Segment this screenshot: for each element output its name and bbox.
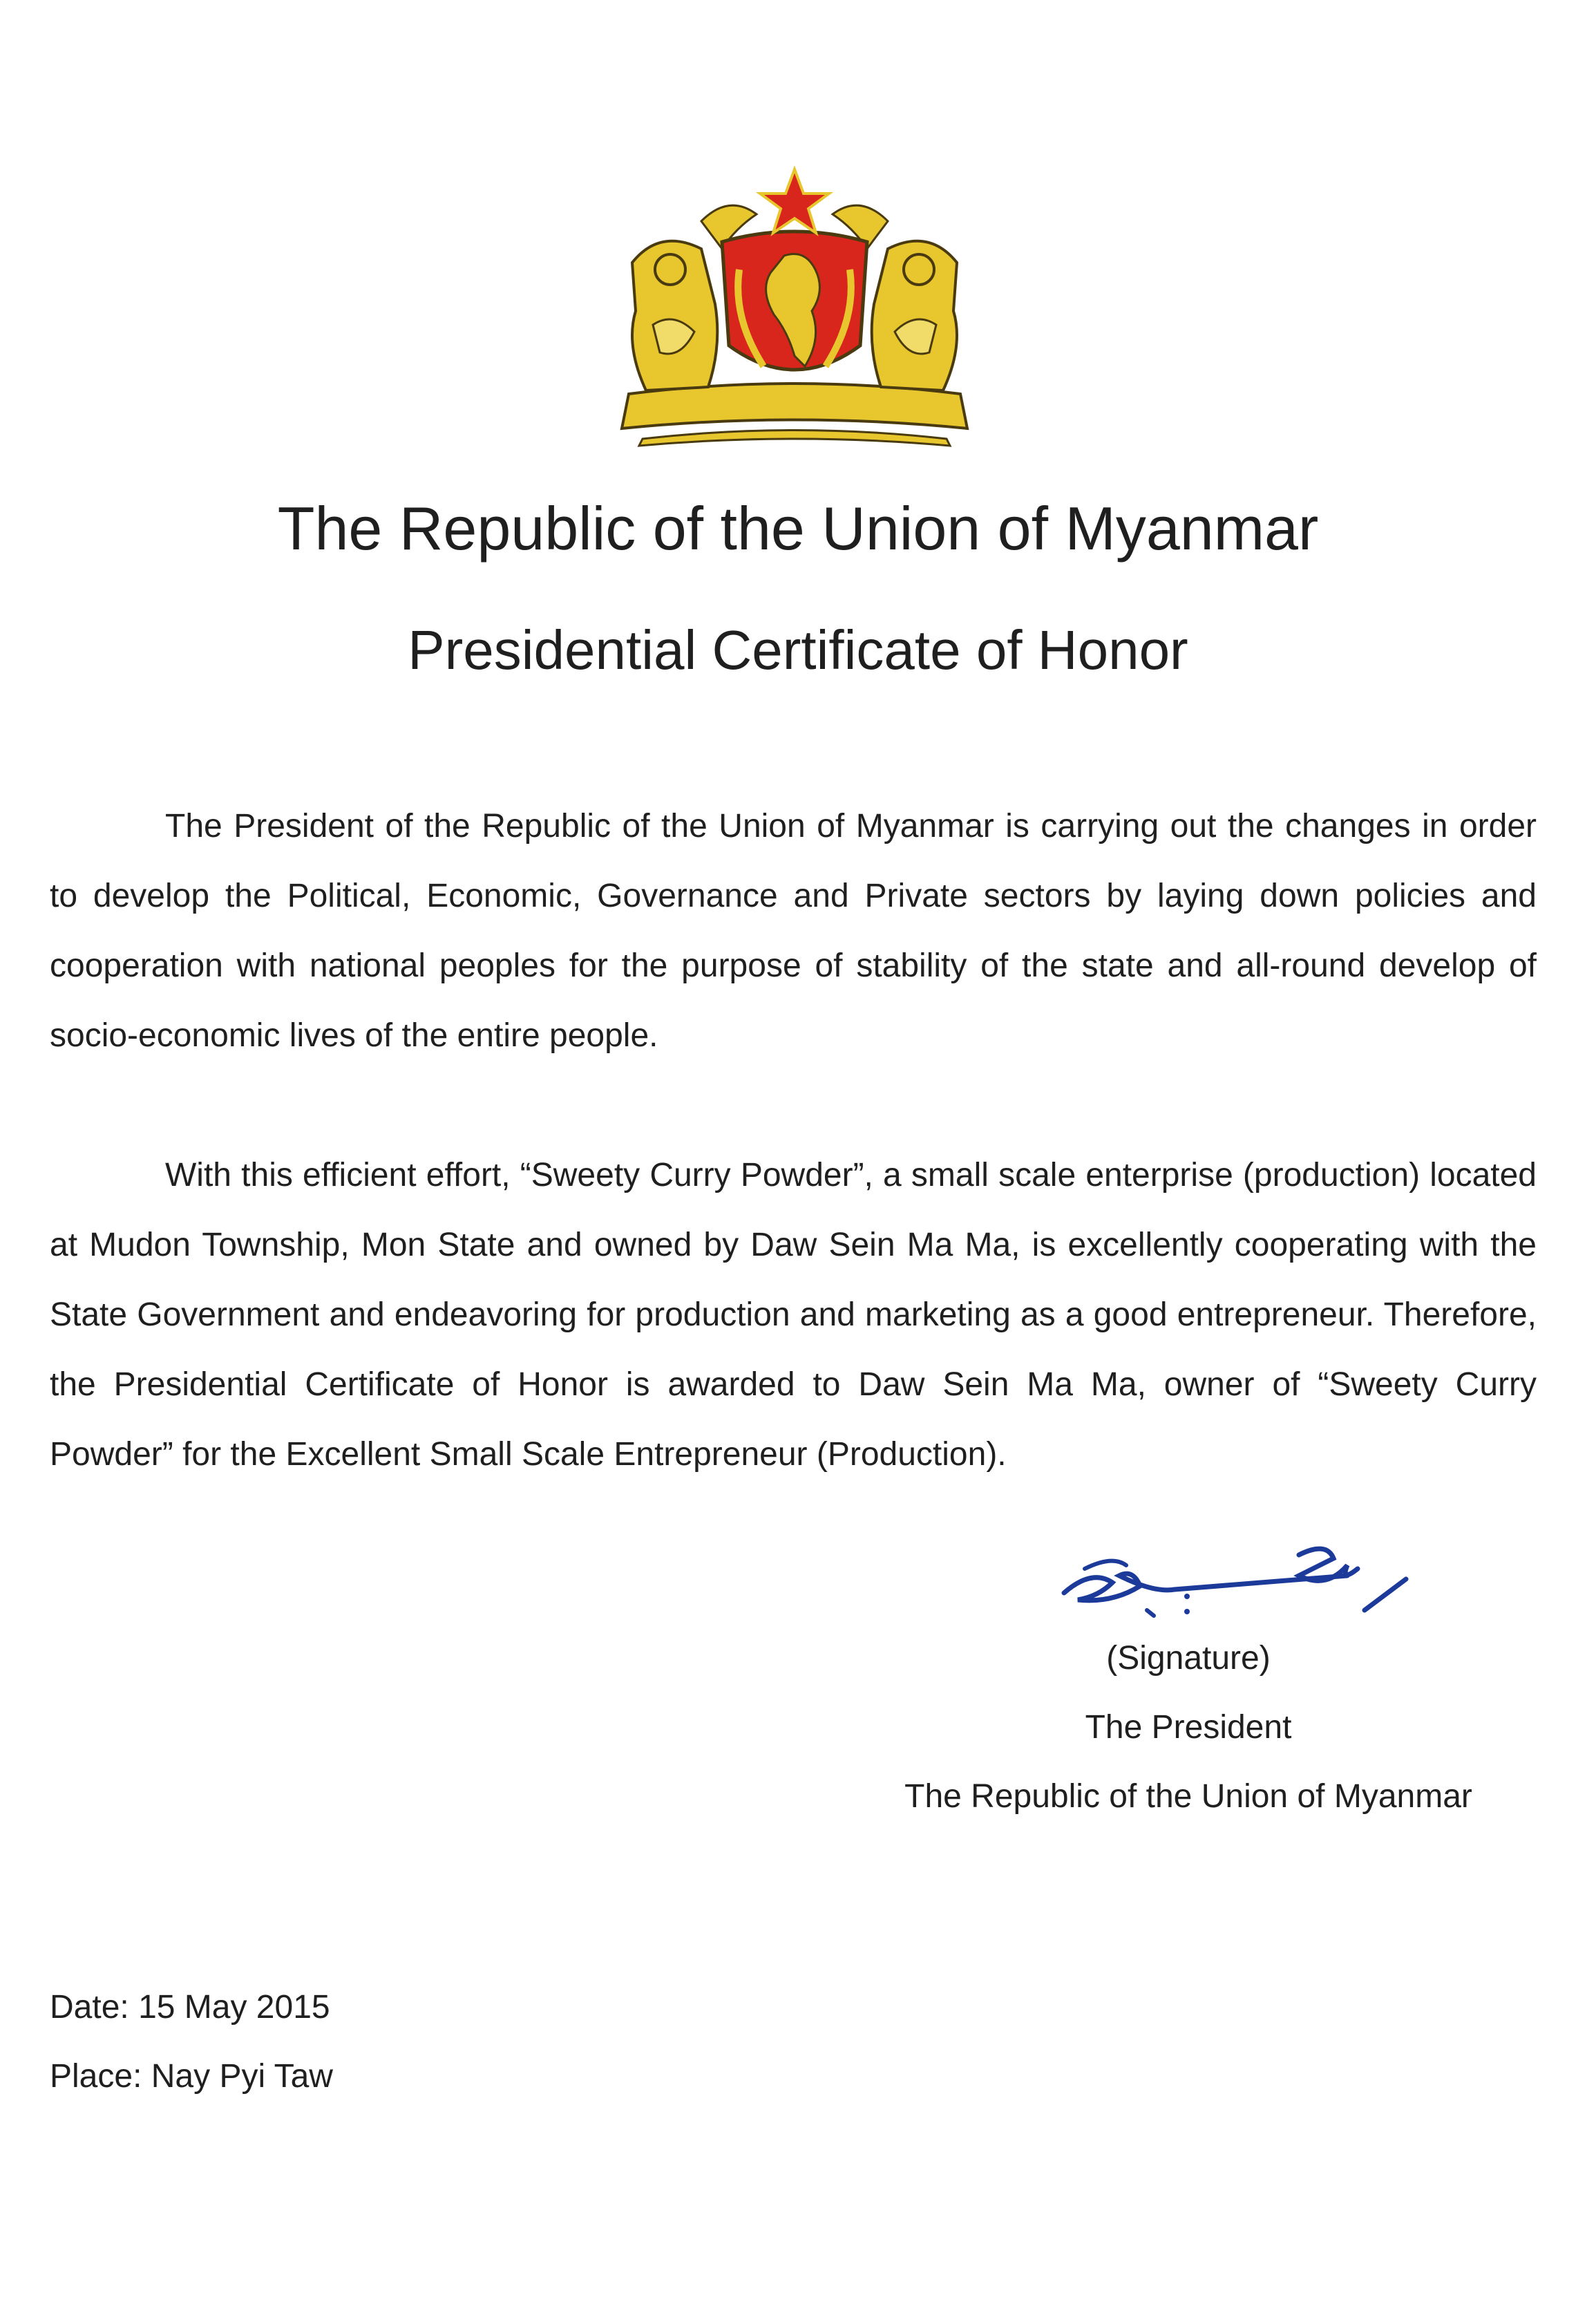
issue-date: Date: 15 May 2015 — [50, 1989, 330, 2026]
signatory-organization: The Republic of the Union of Myanmar — [904, 1778, 1472, 1815]
state-seal-icon — [618, 166, 971, 449]
signature-label: (Signature) — [1106, 1640, 1271, 1677]
certificate-title: The Republic of the Union of Myanmar — [277, 494, 1319, 563]
certificate-subtitle: Presidential Certificate of Honor — [408, 619, 1188, 681]
body-paragraph-1: The President of the Republic of the Union of Myanmar is carrying out the changes in order to develop the Political, Economic, Governance and Private sectors by laying down policies and cooperation with national peoples for the purpose of stability of the state and all-round develop of socio-economic lives of the entire people. — [50, 808, 1537, 1054]
signature-icon — [1050, 1527, 1409, 1631]
body-paragraph-2: With this efficient effort, “Sweety Curry Powder”, a small scale enterprise (production) located at Mudon Township, Mon State and owned by Daw Sein Ma Ma, is excellently cooperating with the State Government and endeavoring for production and marketing as a good entrepreneur. Therefore, the Presidential Certificate of Honor is awarded to Daw Sein Ma Ma, owner of “Sweety Curry Powder” for the Excellent Small Scale Entrepreneur (Production). — [50, 1157, 1537, 1473]
issue-place: Place: Nay Pyi Taw — [50, 2058, 333, 2095]
signatory-title: The President — [1085, 1709, 1292, 1746]
